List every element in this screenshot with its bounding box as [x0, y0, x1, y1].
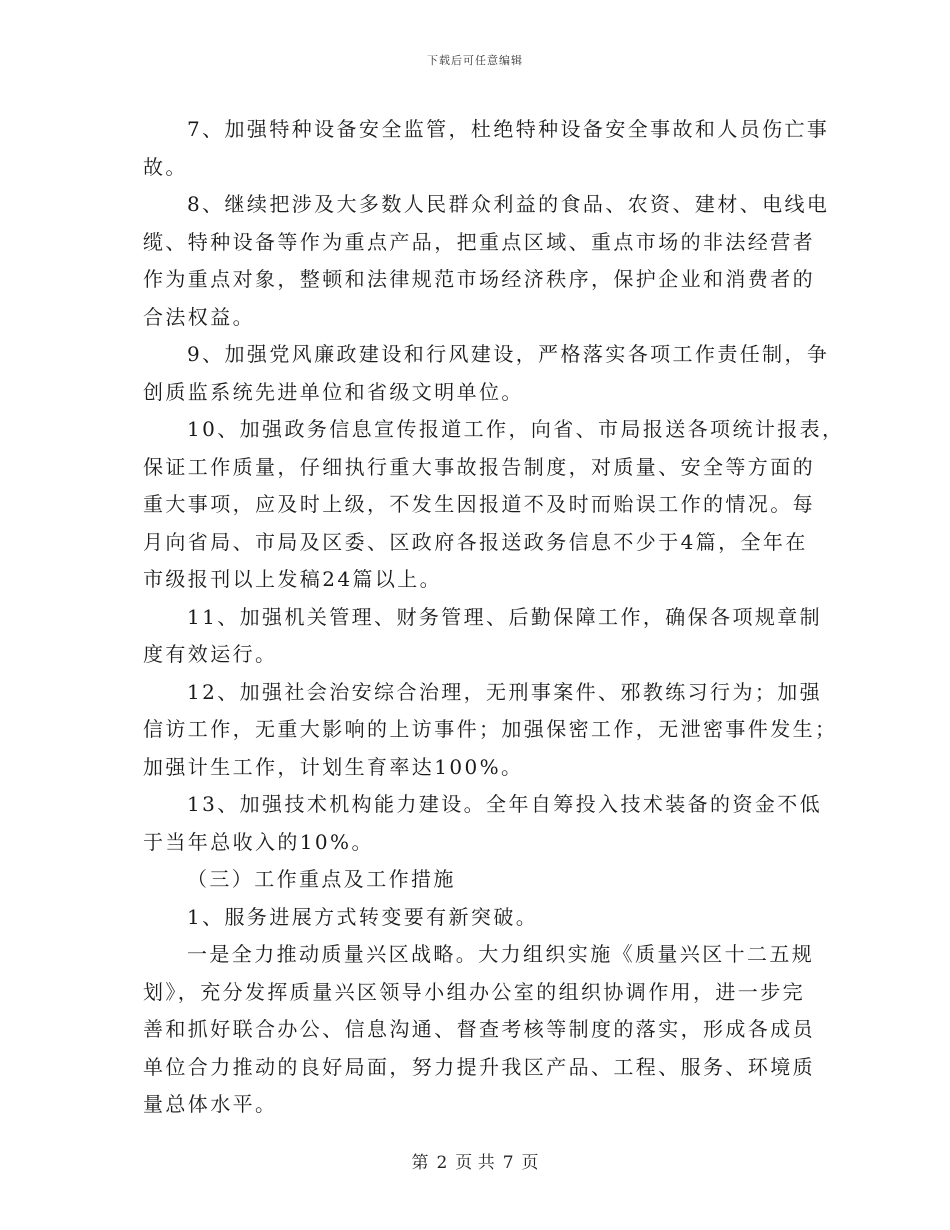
text-line: 缆、特种设备等作为重点产品，把重点区域、重点市场的非法经营者	[143, 229, 815, 254]
footer-mid: 页 共	[455, 1153, 495, 1173]
text-line: 8、继续把涉及大多数人民群众利益的食品、农资、建材、电线电	[187, 192, 830, 216]
text-line: 善和抓好联合办公、信息沟通、督查考核等制度的落实，形成各成员	[143, 1017, 815, 1041]
text-line: 7、加强特种设备安全监管，杜绝特种设备安全事故和人员伤亡事	[187, 117, 830, 141]
text-line: 12、加强社会治安综合治理，无刑事案件、邪教练习行为；加强	[187, 679, 823, 704]
text-line: 度有效运行。	[143, 642, 278, 666]
page-header: 下载后可任意编辑	[427, 54, 523, 67]
text-line: 1、服务进展方式转变要有新突破。	[187, 904, 539, 929]
text-line: 作为重点对象，整顿和法律规范市场经济秩序，保护企业和消费者的	[143, 267, 815, 291]
footer-prefix: 第	[411, 1153, 429, 1173]
text-line: 加强计生工作，计划生育率达100%。	[143, 754, 524, 779]
document-body	[143, 111, 845, 1124]
text-line: 故。	[143, 154, 188, 179]
text-line: 量总体水平。	[143, 1092, 278, 1116]
text-line: 月向省局、市局及区委、区政府各报送政务信息不少于4篇，全年在	[143, 529, 808, 554]
text-line: 创质监系统先进单位和省级文明单位。	[143, 379, 524, 404]
text-line: （三）工作重点及工作措施	[187, 867, 456, 891]
footer-total-pages: 7	[502, 1153, 514, 1173]
text-line: 13、加强技术机构能力建设。全年自筹投入技术装备的资金不低	[187, 792, 823, 816]
text-line: 单位合力推动的良好局面，努力提升我区产品、工程、服务、环境质	[143, 1054, 815, 1079]
text-line: 于当年总收入的10%。	[143, 829, 374, 854]
page-footer	[0, 1148, 950, 1173]
text-line: 9、加强党风廉政建设和行风建设，严格落实各项工作责任制，争	[187, 342, 830, 366]
footer-page-number: 2	[436, 1153, 448, 1173]
text-line: 10、加强政务信息宣传报道工作，向省、市局报送各项统计报表，	[187, 417, 845, 441]
text-line: 市级报刊以上发稿24篇以上。	[143, 567, 443, 591]
text-line: 划》，充分发挥质量兴区领导小组办公室的组织协调作用，进一步完	[143, 979, 805, 1004]
text-line: 保证工作质量，仔细执行重大事故报告制度，对质量、安全等方面的	[143, 454, 815, 479]
text-line: 合法权益。	[143, 304, 255, 329]
text-line: 重大事项，应及时上级，不发生因报道不及时而贻误工作的情况。每	[143, 492, 815, 516]
text-line: 信访工作，无重大影响的上访事件；加强保密工作，无泄密事件发生；	[143, 717, 838, 741]
text-line: 一是全力推动质量兴区战略。大力组织实施《质量兴区十二五规	[187, 942, 815, 966]
text-line: 11、加强机关管理、财务管理、后勤保障工作，确保各项规章制	[187, 604, 823, 629]
footer-suffix: 页	[521, 1153, 539, 1173]
